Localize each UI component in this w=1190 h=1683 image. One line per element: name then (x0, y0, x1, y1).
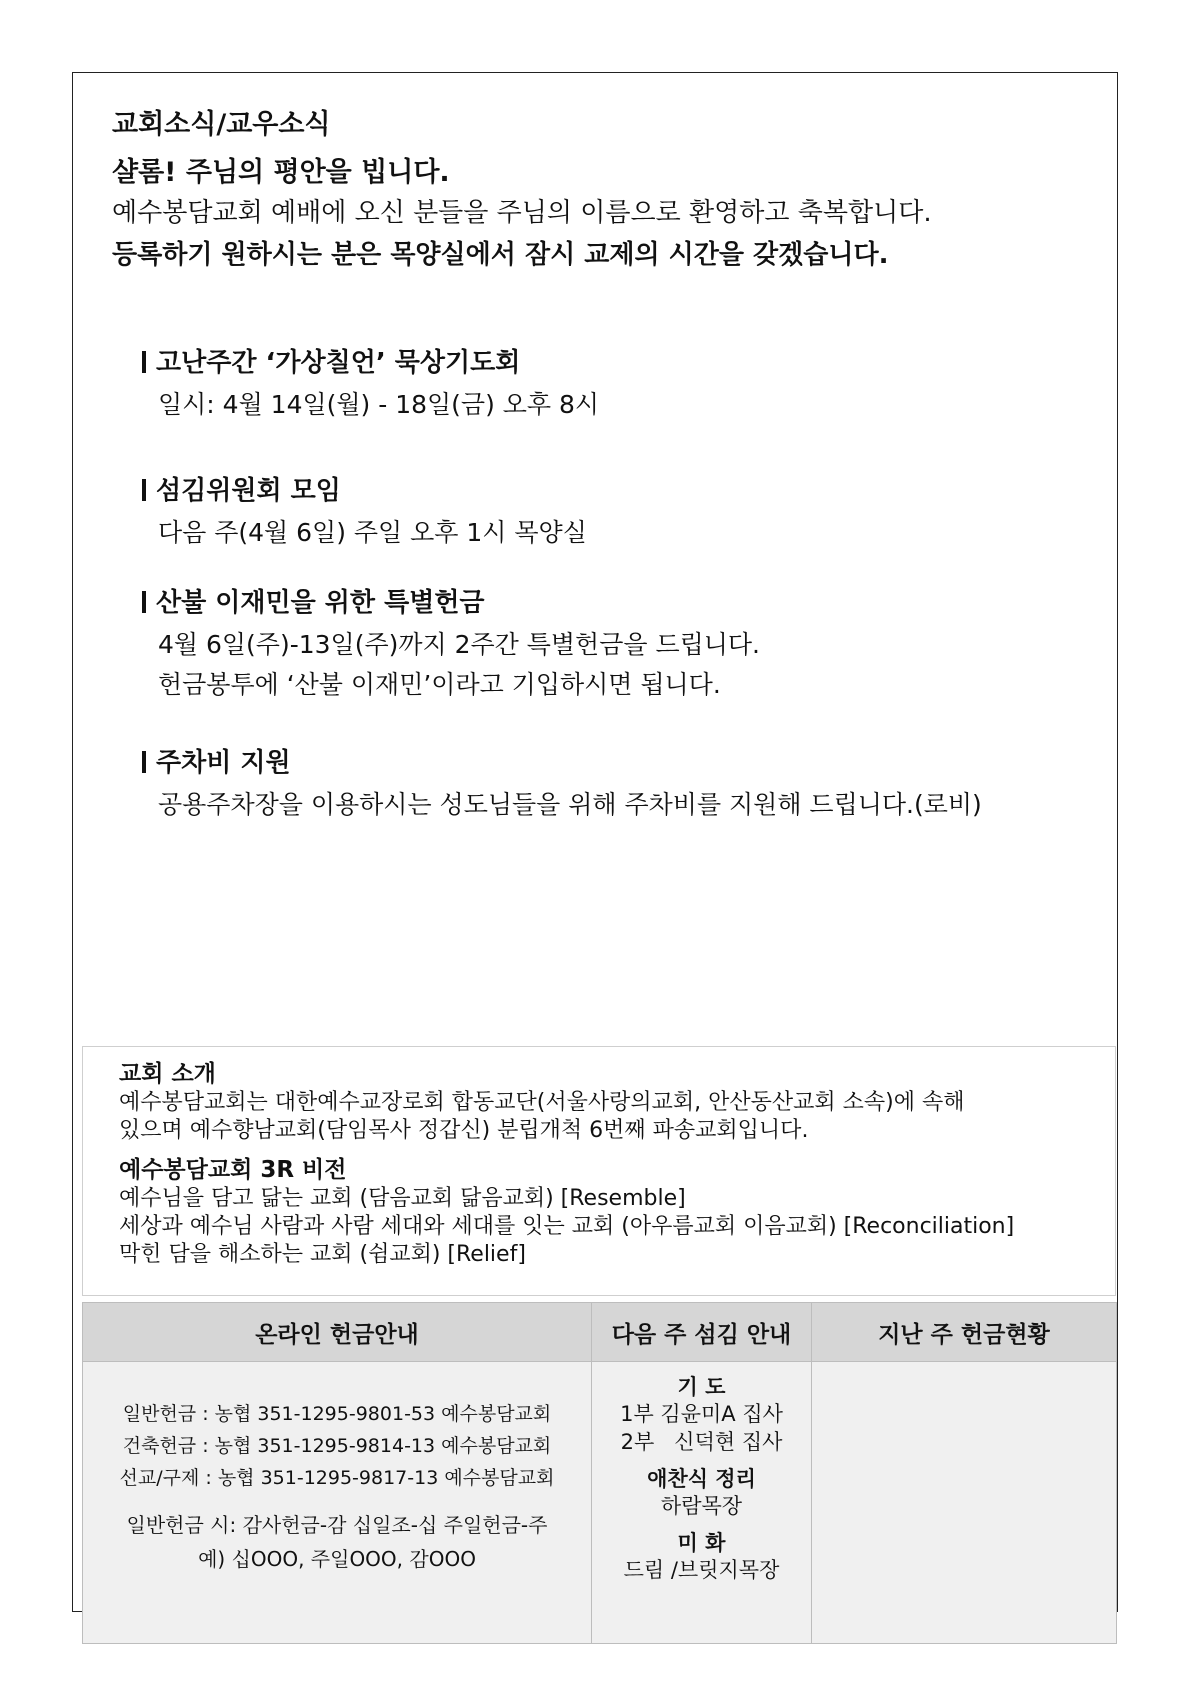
welcome-text: 예수봉담교회 예배에 오신 분들을 주님의 이름으로 환영하고 축복합니다. (112, 198, 932, 228)
prayer-line: 1부 김윤미A 집사 (620, 1402, 783, 1426)
church-intro-line: 있으며 예수향남교회(담임목사 정갑신) 분립개척 6번째 파송교회입니다. (119, 1118, 809, 1143)
account-line: 건축헌금 : 농협 351-1295-9814-13 예수봉담교회 (122, 1435, 552, 1457)
flower-line: 드림 /브릿지목장 (623, 1558, 780, 1582)
church-intro-box (82, 1046, 1116, 1296)
header-online-offering: 온라인 헌금안내 (83, 1303, 592, 1362)
news-item-parking (142, 742, 982, 825)
vision-line: 세상과 예수님 사람과 사람 세대와 세대를 잇는 교회 (아우름교회 이음교회) [Reconciliation] (119, 1214, 1015, 1239)
bullet-bar (142, 351, 146, 373)
news-title: 주차비 지원 (156, 748, 291, 778)
info-table (82, 1302, 1117, 1644)
vision-line: 막힌 담을 해소하는 교회 (쉼교회) [Relief] (119, 1242, 526, 1267)
account-line: 선교/구제 : 농협 351-1295-9817-13 예수봉담교회 (119, 1467, 555, 1489)
cleanup-line: 하람목장 (660, 1494, 743, 1518)
news-title: 산불 이재민을 위한 특별헌금 (156, 588, 485, 618)
news-line: 4월 6일(주)-13일(주)까지 2주간 특별헌금을 드립니다. (158, 630, 760, 659)
vision-title: 예수봉담교회 3R 비전 (119, 1157, 347, 1183)
next-week-service-cell (592, 1362, 812, 1644)
church-intro-line: 예수봉담교회는 대한예수교장로회 합동교단(서울사랑의교회, 안산동산교회 소속)에 속해 (119, 1090, 965, 1115)
news-item-prayer-meeting (142, 342, 599, 425)
vision-line: 예수님을 담고 닮는 교회 (담음교회 닮음교회) [Resemble] (119, 1186, 686, 1211)
news-item-committee (142, 470, 587, 553)
greeting-text: 샬롬! 주님의 평안을 빕니다. (112, 157, 450, 188)
bullet-bar (142, 751, 146, 773)
church-intro-title: 교회 소개 (119, 1061, 216, 1087)
bullet-bar (142, 591, 146, 613)
news-line: 일시: 4월 14일(월) - 18일(금) 오후 8시 (158, 390, 600, 419)
section-title: 교회소식/교우소식 (112, 109, 331, 140)
news-line: 다음 주(4월 6일) 주일 오후 1시 목양실 (158, 518, 587, 547)
offering-example: 예) 십OOO, 주일OOO, 감OOO (198, 1547, 476, 1571)
offering-note: 일반헌금 시: 감사헌금-감 십일조-십 주일헌금-주 (126, 1513, 548, 1537)
prayer-line: 2부 신덕현 집사 (620, 1430, 783, 1454)
news-title: 섬김위원회 모임 (156, 476, 341, 506)
account-line: 일반헌금 : 농협 351-1295-9801-53 예수봉담교회 (122, 1403, 552, 1425)
news-item-special-offering (142, 582, 760, 705)
bullet-bar (142, 479, 146, 501)
cleanup-title: 애찬식 정리 (647, 1467, 756, 1491)
last-week-offering-cell (812, 1362, 1117, 1644)
news-title: 고난주간 ‘가상칠언’ 묵상기도회 (156, 348, 521, 378)
header-next-week-service: 다음 주 섬김 안내 (592, 1303, 812, 1362)
flower-title: 미 화 (677, 1531, 726, 1555)
header-last-week-offering: 지난 주 헌금현황 (812, 1303, 1117, 1362)
prayer-title: 기 도 (677, 1375, 726, 1399)
news-line: 공용주차장을 이용하시는 성도님들을 위해 주차비를 지원해 드립니다.(로비) (158, 790, 982, 819)
register-text: 등록하기 원하시는 분은 목양실에서 잠시 교제의 시간을 갖겠습니다. (112, 240, 889, 270)
news-line: 헌금봉투에 ‘산불 이재민’이라고 기입하시면 됩니다. (158, 670, 721, 699)
online-offering-cell (83, 1362, 592, 1644)
